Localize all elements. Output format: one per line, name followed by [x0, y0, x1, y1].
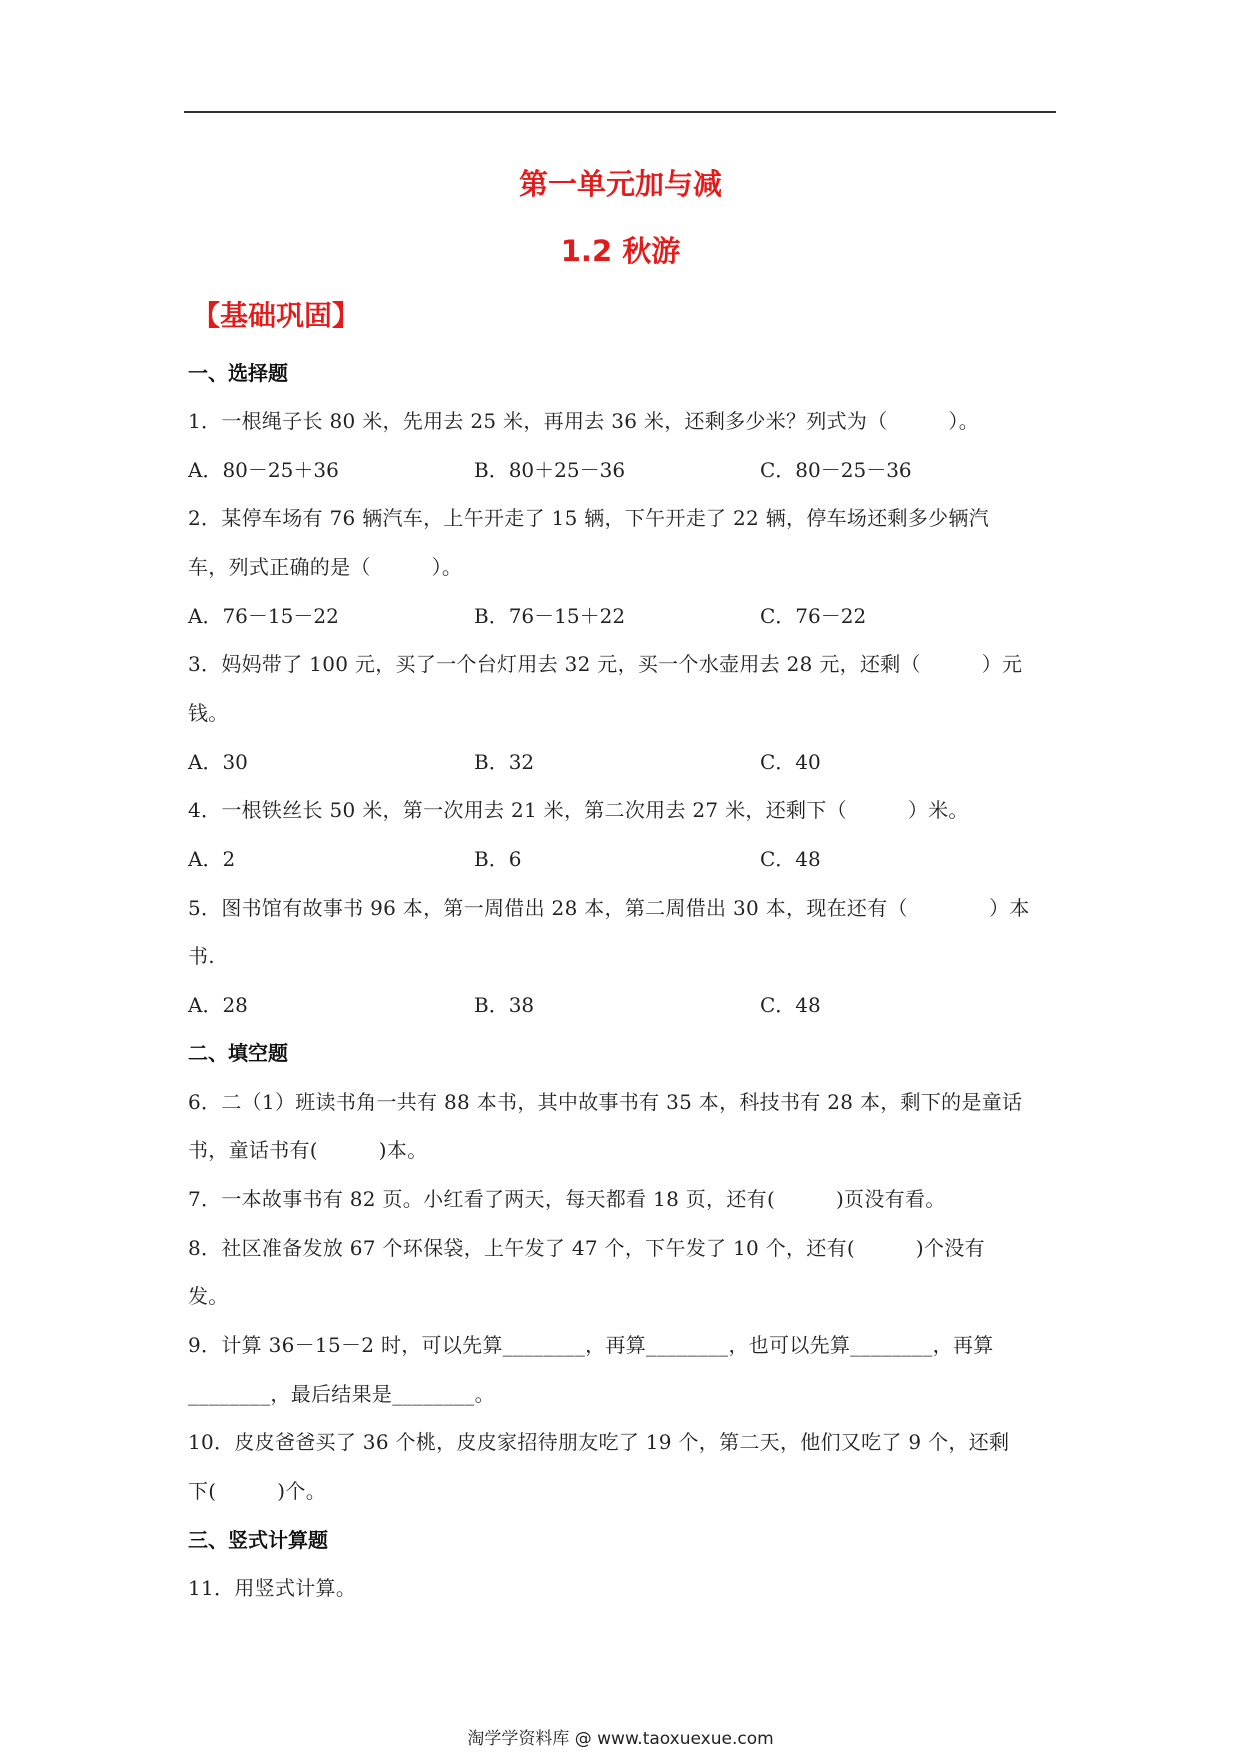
question-9-line1: 9．计算 36－15－2 时，可以先算________，再算________，也可以先算________，再算 [188, 1333, 994, 1357]
question-2-line1: 2．某停车场有 76 辆汽车，上午开走了 15 辆，下午开走了 22 辆，停车场还剩多少辆汽 [188, 506, 990, 530]
question-7: 7．一本故事书有 82 页。小红看了两天，每天都看 18 页，还有( )页没有看。 [188, 1187, 946, 1211]
section-fill-blank: 二、填空题 [188, 1041, 288, 1065]
question-10-line2: 下( )个。 [188, 1479, 327, 1503]
question-3-line1: 3．妈妈带了 100 元，买了一个台灯用去 32 元，买一个水壶用去 28 元，还剩（ ）元 [188, 652, 1023, 676]
header-rule [184, 111, 1056, 113]
question-2-line2: 车，列式正确的是（ ）。 [188, 555, 463, 579]
q2-option-c: C．76－22 [760, 604, 867, 628]
basic-consolidation-badge: 【基础巩固】 [192, 299, 361, 332]
unit-title: 第一单元加与减 [518, 167, 722, 201]
question-6-line2: 书，童话书有( )本。 [188, 1138, 428, 1162]
q5-option-a: A．28 [188, 993, 248, 1017]
q4-option-c: C．48 [760, 847, 821, 871]
question-11: 11．用竖式计算。 [188, 1576, 357, 1600]
question-9-line2: ________，最后结果是________。 [188, 1382, 495, 1406]
question-3-line2: 钱。 [188, 701, 229, 725]
question-5-line1: 5．图书馆有故事书 96 本，第一周借出 28 本，第二周借出 30 本，现在还有（ ）本 [188, 896, 1030, 920]
question-10-line1: 10．皮皮爸爸买了 36 个桃，皮皮家招待朋友吃了 19 个，第二天，他们又吃了 9 个，还剩 [188, 1430, 1010, 1454]
question-5-line2: 书. [188, 944, 215, 968]
q1-option-b: B．80＋25－36 [474, 458, 626, 482]
question-8-line2: 发。 [188, 1284, 229, 1308]
footer-watermark: 淘学学资料库 @ www.taoxuexue.com [467, 1729, 774, 1749]
q3-option-b: B．32 [474, 750, 535, 774]
q5-option-c: C．48 [760, 993, 821, 1017]
question-6-line1: 6．二（1）班读书角一共有 88 本书，其中故事书有 35 本，科技书有 28 本，剩下的是童话 [188, 1090, 1023, 1114]
question-4: 4．一根铁丝长 50 米，第一次用去 21 米，第二次用去 27 米，还剩下（ ）米。 [188, 798, 969, 822]
section-vertical-calc: 三、竖式计算题 [188, 1528, 328, 1552]
q4-option-a: A．2 [188, 847, 236, 871]
q2-option-a: A．76－15－22 [188, 604, 339, 628]
q3-option-a: A．30 [188, 750, 248, 774]
question-8-line1: 8．社区准备发放 67 个环保袋，上午发了 47 个，下午发了 10 个，还有( )个没有 [188, 1236, 985, 1260]
q3-option-c: C．40 [760, 750, 821, 774]
section-choice: 一、选择题 [188, 361, 288, 385]
lesson-title: 1.2 秋游 [560, 234, 681, 268]
q5-option-b: B．38 [474, 993, 535, 1017]
q1-option-c: C．80－25－36 [760, 458, 912, 482]
question-1: 1．一根绳子长 80 米，先用去 25 米，再用去 36 米，还剩多少米？列式为（ ）。 [188, 409, 980, 433]
q1-option-a: A．80－25＋36 [188, 458, 339, 482]
q2-option-b: B．76－15＋22 [474, 604, 626, 628]
q4-option-b: B．6 [474, 847, 522, 871]
